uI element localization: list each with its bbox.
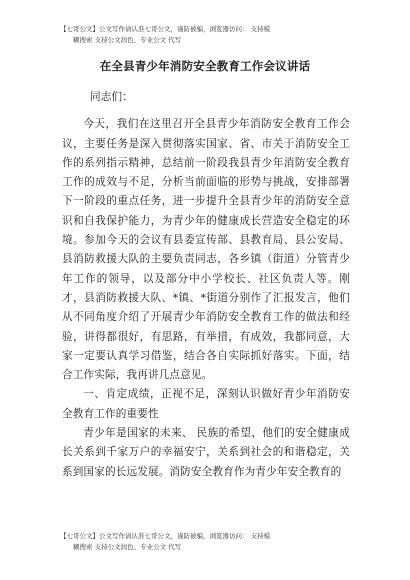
header-line-2: 糊搜索 支持公文润色、专业公文 代写 (73, 36, 182, 44)
paragraph-2: 青少年是国家的未来、 民族的希望，他们的安全健康成 长关系到千家万户的幸福安宁，关系到社会的和谐稳定，关 系到国家的长远发展。消防安全教育作为青少年安全教育的 (62, 427, 350, 478)
document-title: 在全县青少年消防安全教育工作会议讲话 (99, 59, 311, 73)
header-line-1: 【七哥公文】公文写作请认准七哥公文，谨防被骗，浏览器访问： 支持模 (60, 25, 271, 33)
page-header (60, 24, 360, 46)
paragraph-1: 今天，我们在这里召开全县青少年消防安全教育工作会议，主要任务是深入贯彻落实国家、省、市关于消防安全工作的系列指示精神，总结前一阶段我县青少年消防安全教育工作的成效与不足，分析当前面临的形势与挑战，安排部署下一阶段的重点任务，进一步提升全县青少年的消防安全意识和自我保护能力，为青少年的健康成长营造安全稳定的环境。参加今天的会议有县委宣传部、县教育局、县公安局、县消防救援大队的主要负责同志，各乡镇（街道）分管青少年工作的领导，以及部分中小学校长、社区负责人等。刚才，县消防救援大队、*镇、*街道分别作了汇报发言，他们从不同角度介绍了开展青少年消防安全教育工作的做法和经验，讲得都很好，有思路，有举措，有成效，我都同意，大家一定要认真学习借鉴，结合各自实际抓好落实。下面，结合工作实际，我再讲几点意见。 (62, 118, 350, 382)
greeting: 同志们： (90, 91, 133, 103)
section-heading-1: 一、肯定成绩，正视不足，深刻认识做好青少年消防安全教育工作的重要性 (62, 388, 350, 420)
footer-line-2: 糊搜索 支持公文润色、专业公文 代写 (73, 543, 182, 551)
document-body (62, 88, 350, 482)
page-footer (60, 531, 360, 553)
footer-line-1: 【七哥公文】公文写作请认准七哥公文，谨防被骗，浏览器访问： 支持模 (60, 532, 271, 540)
